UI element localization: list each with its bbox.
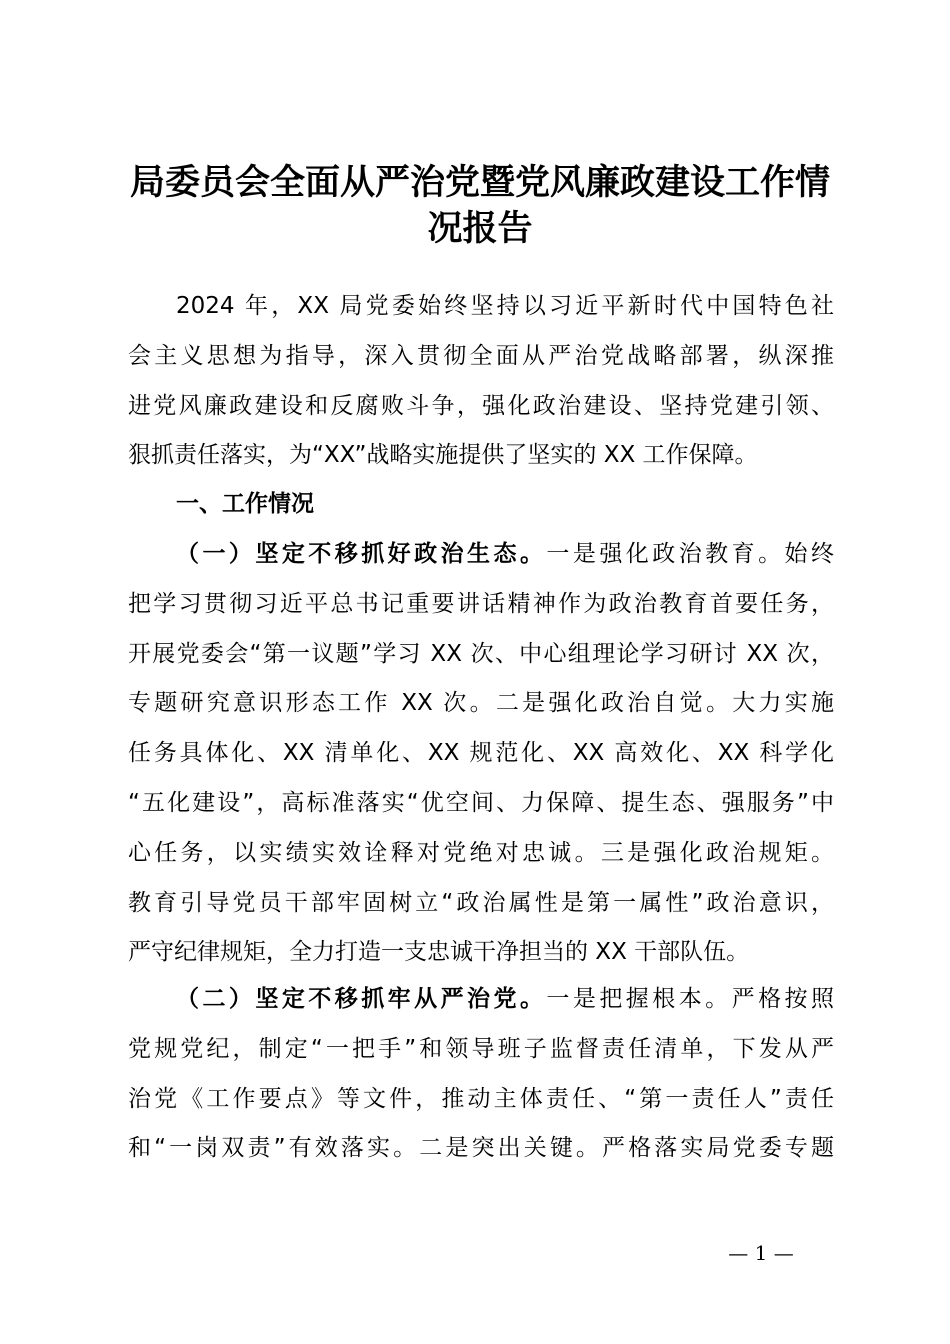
paragraph-line: 党规党纪，制定“一把手”和领导班子监督责任清单，下发从严 — [128, 1035, 834, 1062]
page-number: — 1 — — [728, 1241, 794, 1265]
intro-paragraph — [128, 282, 834, 481]
paragraph-line: 专题研究意识形态工作 XX 次。二是强化政治自觉。大力实施 — [128, 690, 834, 717]
paragraph-political-ecology — [128, 530, 834, 978]
paragraph-first-line — [128, 530, 834, 580]
document-title-line-1: 局委员会全面从严治党暨党风廉政建设工作情 — [129, 163, 830, 203]
section-heading-text: 一、工作情况 — [176, 491, 314, 517]
paragraph-line: 任务具体化、XX 清单化、XX 规范化、XX 高效化、XX 科学化 — [128, 740, 834, 767]
paragraph-line: 狠抓责任落实，为“XX”战略实施提供了坚实的 XX 工作保障。 — [128, 442, 758, 469]
paragraph-line: 把学习贯彻习近平总书记重要讲话精神作为政治教育首要任务， — [128, 590, 834, 617]
paragraph-line: 心任务，以实绩实效诠释对党绝对忠诚。三是强化政治规矩。 — [128, 839, 834, 866]
paragraph-line: 治党《工作要点》等文件，推动主体责任、“第一责任人”责任 — [128, 1085, 834, 1112]
paragraph-line: 严守纪律规矩，全力打造一支忠诚干净担当的 XX 干部队伍。 — [128, 939, 750, 966]
paragraph-line: 会主义思想为指导，深入贯彻全面从严治党战略部署，纵深推 — [128, 342, 834, 369]
paragraph-line: 开展党委会“第一议题”学习 XX 次、中心组理论学习研讨 XX 次， — [128, 640, 834, 667]
paragraph-line: 进党风廉政建设和反腐败斗争，强化政治建设、坚持党建引领、 — [128, 392, 834, 419]
section-heading — [128, 480, 834, 530]
paragraph-line-text: 一是把握根本。严格按照 — [546, 986, 835, 1012]
paragraph-line: 教育引导党员干部牢固树立“政治属性是第一属性”政治意识， — [128, 889, 834, 916]
paragraph-lead-heading: （二）坚定不移抓牢从严治党。 — [176, 986, 547, 1012]
paragraph-line-text: 一是强化政治教育。始终 — [546, 541, 835, 567]
paragraph-line: “五化建设”，高标准落实“优空间、力保障、提生态、强服务”中 — [128, 789, 834, 816]
paragraph-line: 和“一岗双责”有效落实。二是突出关键。严格落实局党委专题 — [128, 1135, 834, 1162]
paragraph-strict-governance — [128, 975, 834, 1174]
paragraph-first-line — [128, 975, 834, 1025]
document-title-line-2: 况报告 — [427, 209, 533, 249]
paragraph-line: 2024 年，XX 局党委始终坚持以习近平新时代中国特色社 — [176, 293, 834, 319]
paragraph-lead-heading: （一）坚定不移抓好政治生态。 — [176, 541, 547, 567]
